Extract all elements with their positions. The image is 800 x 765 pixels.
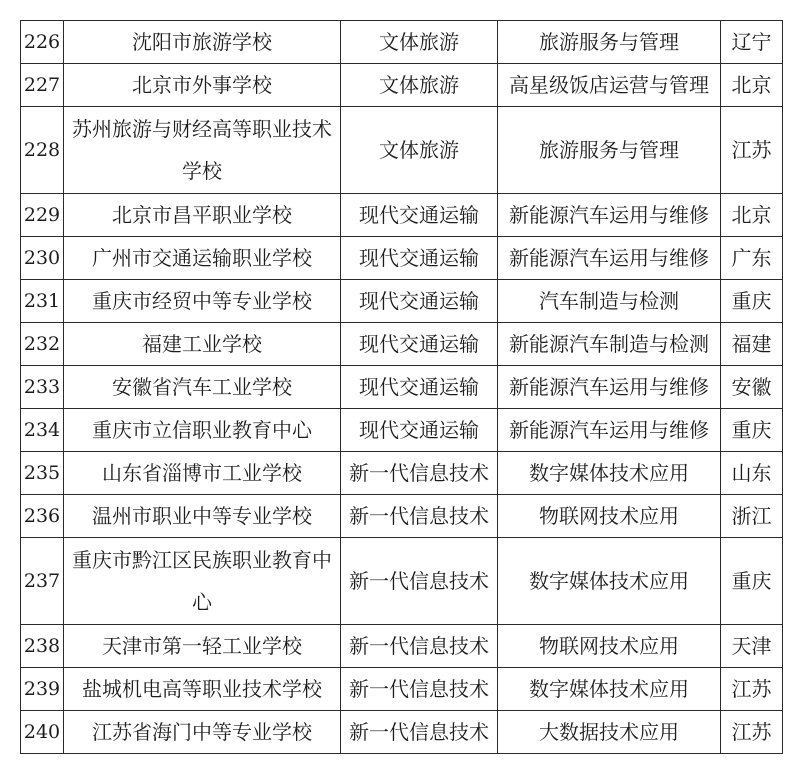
table-row [21,538,783,625]
major: 数字媒体技术应用 [498,452,721,495]
category: 文体旅游 [341,64,498,107]
school-name: 苏州旅游与财经高等职业技术学校 [64,107,341,194]
school-name: 北京市外事学校 [64,64,341,107]
province: 重庆 [721,280,783,323]
table-row [21,21,783,64]
major: 新能源汽车制造与检测 [498,323,721,366]
category: 现代交通运输 [341,366,498,409]
row-number: 229 [21,194,64,237]
row-number: 235 [21,452,64,495]
category: 现代交通运输 [341,194,498,237]
row-number: 231 [21,280,64,323]
province: 重庆 [721,409,783,452]
school-name: 山东省淄博市工业学校 [64,452,341,495]
major: 物联网技术应用 [498,625,721,668]
category: 新一代信息技术 [341,495,498,538]
category: 新一代信息技术 [341,452,498,495]
row-number: 233 [21,366,64,409]
row-number: 238 [21,625,64,668]
table-row [21,668,783,711]
major: 汽车制造与检测 [498,280,721,323]
table-row [21,237,783,280]
school-name: 盐城机电高等职业技术学校 [64,668,341,711]
category: 现代交通运输 [341,323,498,366]
category: 文体旅游 [341,21,498,64]
major: 数字媒体技术应用 [498,538,721,625]
table-row [21,107,783,194]
school-name: 安徽省汽车工业学校 [64,366,341,409]
major: 新能源汽车运用与维修 [498,409,721,452]
school-name: 重庆市立信职业教育中心 [64,409,341,452]
province: 辽宁 [721,21,783,64]
school-name: 重庆市黔江区民族职业教育中心 [64,538,341,625]
table-row [21,452,783,495]
category: 现代交通运输 [341,237,498,280]
province: 江苏 [721,711,783,754]
row-number: 240 [21,711,64,754]
province: 重庆 [721,538,783,625]
major: 新能源汽车运用与维修 [498,366,721,409]
row-number: 234 [21,409,64,452]
province: 山东 [721,452,783,495]
row-number: 239 [21,668,64,711]
school-name: 天津市第一轻工业学校 [64,625,341,668]
major: 旅游服务与管理 [498,107,721,194]
province: 北京 [721,194,783,237]
major: 新能源汽车运用与维修 [498,237,721,280]
table-row [21,366,783,409]
table-row [21,409,783,452]
table-row [21,625,783,668]
province: 江苏 [721,107,783,194]
school-name: 北京市昌平职业学校 [64,194,341,237]
category: 新一代信息技术 [341,625,498,668]
row-number: 228 [21,107,64,194]
category: 新一代信息技术 [341,711,498,754]
category: 新一代信息技术 [341,538,498,625]
major: 高星级饭店运营与管理 [498,64,721,107]
category: 现代交通运输 [341,280,498,323]
table-row [21,323,783,366]
province: 福建 [721,323,783,366]
table-row [21,194,783,237]
table-body [21,21,783,754]
category: 文体旅游 [341,107,498,194]
province: 江苏 [721,668,783,711]
school-table [20,20,783,754]
major: 旅游服务与管理 [498,21,721,64]
school-name: 江苏省海门中等专业学校 [64,711,341,754]
province: 安徽 [721,366,783,409]
row-number: 236 [21,495,64,538]
row-number: 232 [21,323,64,366]
school-name: 重庆市经贸中等专业学校 [64,280,341,323]
table-row [21,495,783,538]
row-number: 230 [21,237,64,280]
category: 新一代信息技术 [341,668,498,711]
table-row [21,280,783,323]
province: 浙江 [721,495,783,538]
major: 新能源汽车运用与维修 [498,194,721,237]
school-name: 温州市职业中等专业学校 [64,495,341,538]
province: 广东 [721,237,783,280]
school-name: 沈阳市旅游学校 [64,21,341,64]
school-name: 福建工业学校 [64,323,341,366]
row-number: 226 [21,21,64,64]
school-name: 广州市交通运输职业学校 [64,237,341,280]
table-row [21,64,783,107]
row-number: 227 [21,64,64,107]
major: 数字媒体技术应用 [498,668,721,711]
province: 北京 [721,64,783,107]
category: 现代交通运输 [341,409,498,452]
row-number: 237 [21,538,64,625]
major: 大数据技术应用 [498,711,721,754]
table-row [21,711,783,754]
province: 天津 [721,625,783,668]
school-table-sheet [20,20,782,754]
major: 物联网技术应用 [498,495,721,538]
